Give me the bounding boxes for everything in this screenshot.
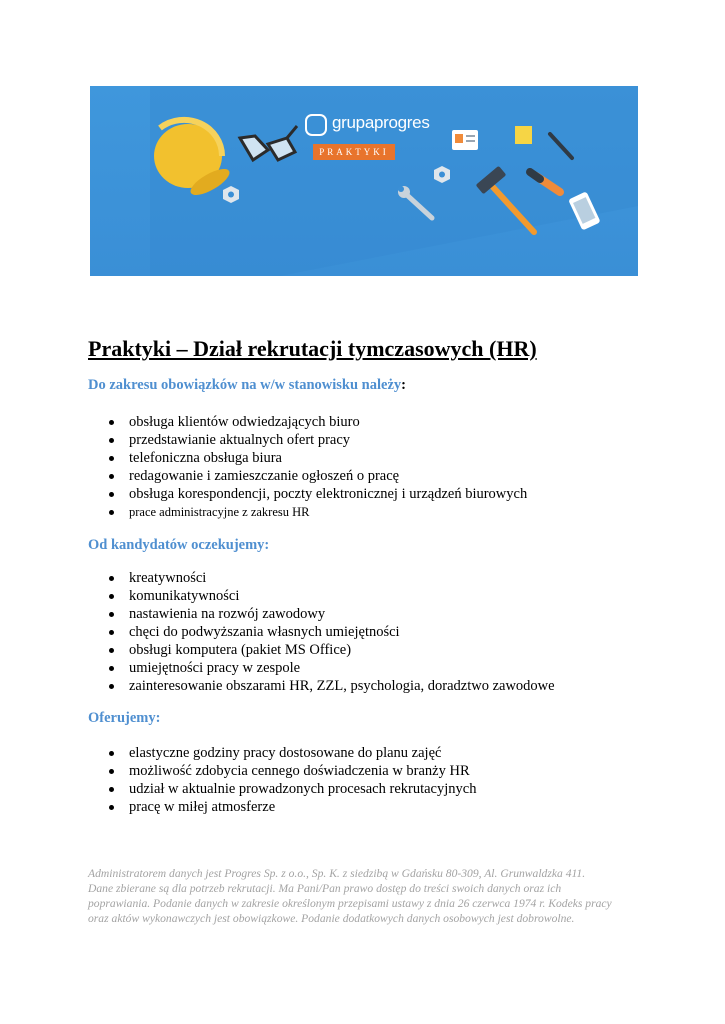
offer-list: [0, 744, 476, 816]
section-heading-offer: Oferujemy:: [88, 710, 161, 726]
list-item: chęci do podwyższania własnych umiejętności: [0, 623, 555, 641]
footer-line: poprawiania. Podanie danych w zakresie określonym przepisami ustawy z dnia 26 czerwca 1974 r. Kodeks pracy: [88, 897, 612, 910]
footer-line: Administratorem danych jest Progres Sp. z o.o., Sp. K. z siedzibą w Gdańsku 80-309, Al. Grunwaldzka 411.: [88, 867, 586, 880]
sticky-note-icon: [515, 126, 532, 144]
logo-icon: [305, 114, 327, 136]
list-item: obsługa klientów odwiedzających biuro: [0, 413, 527, 431]
list-item: zainteresowanie obszarami HR, ZZL, psychologia, doradztwo zawodowe: [0, 677, 555, 695]
list-item: kreatywności: [0, 569, 555, 587]
list-item: komunikatywności: [0, 587, 555, 605]
gdpr-footer: [88, 866, 648, 926]
id-card-icon: [452, 130, 478, 150]
footer-line: Dane zbierane są dla potrzeb rekrutacji. Ma Pani/Pan prawo dostęp do treści swoich danych oraz ich: [88, 882, 562, 895]
list-item: redagowanie i zamieszczanie ogłoszeń o pracę: [0, 467, 527, 485]
section-heading-expectations: Od kandydatów oczekujemy:: [88, 537, 270, 553]
expectations-list: [0, 569, 555, 695]
list-item: elastyczne godziny pracy dostosowane do planu zajęć: [0, 744, 476, 762]
list-item: telefoniczna obsługa biura: [0, 449, 527, 467]
duties-list: [0, 413, 527, 521]
list-item: przedstawianie aktualnych ofert pracy: [0, 431, 527, 449]
list-item: pracę w miłej atmosferze: [0, 798, 476, 816]
logo-text: grupaprogres: [332, 113, 430, 132]
page-title: Praktyki – Dział rekrutacji tymczasowych (HR): [88, 336, 537, 361]
list-item: udział w aktualnie prowadzonych procesach rekrutacyjnych: [0, 780, 476, 798]
list-item: obsługa korespondencji, poczty elektronicznej i urządzeń biurowych: [0, 485, 527, 503]
list-item: prace administracyjne z zakresu HR: [0, 503, 527, 521]
list-item: obsługi komputera (pakiet MS Office): [0, 641, 555, 659]
footer-line: oraz aktów wykonawczych jest obowiązkowe. Podanie dodatkowych danych osobowych jest dobrowolne.: [88, 912, 575, 925]
list-item: umiejętności pracy w zespole: [0, 659, 555, 677]
list-item: możliwość zdobycia cennego doświadczenia w branży HR: [0, 762, 476, 780]
list-item: nastawienia na rozwój zawodowy: [0, 605, 555, 623]
praktyki-banner: [90, 86, 638, 276]
praktyki-badge: PRAKTYKI: [313, 144, 395, 160]
section-heading-duties: Do zakresu obowiązków na w/w stanowisku należy:: [88, 377, 406, 393]
